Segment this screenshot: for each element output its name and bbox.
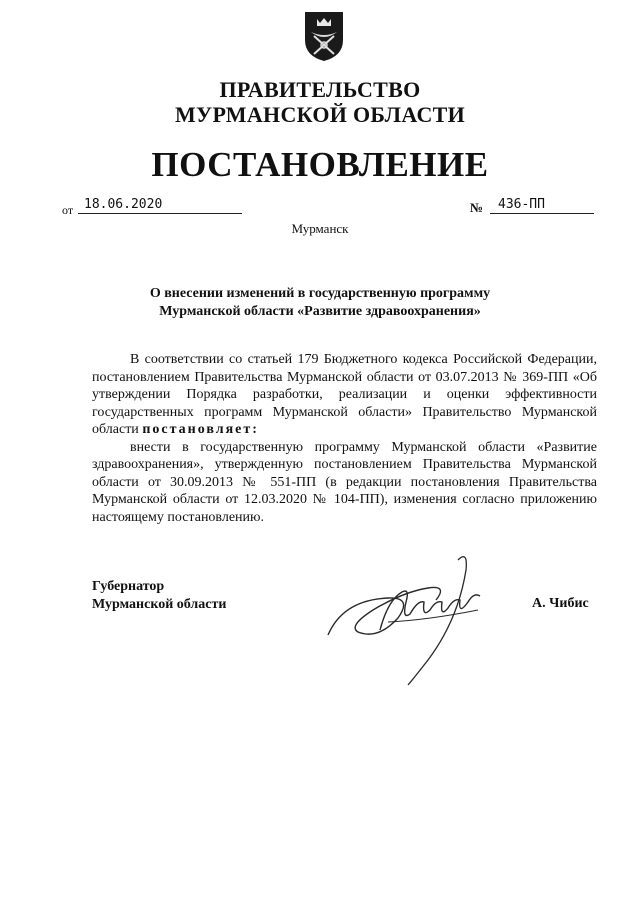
date-number-row <box>60 197 600 219</box>
signer-title <box>92 578 226 614</box>
government-title <box>0 77 640 127</box>
number-sign: № <box>470 200 484 215</box>
signer-title-line2: Мурманской области <box>92 597 227 612</box>
date-prefix: от <box>62 203 74 217</box>
document-body <box>92 351 597 526</box>
government-title-line1: ПРАВИТЕЛЬСТВО <box>219 77 421 102</box>
decree-word: постановляет: <box>142 422 259 437</box>
subject-line1: О внесении изменений в государственную программу <box>149 286 491 301</box>
government-title-line2: МУРМАНСКОЙ ОБЛАСТИ <box>174 102 466 127</box>
body-paragraph-2: внести в государственную программу Мурманской области «Развитие здравоохранения», утвержденную постановлением Правительства Мурманской области от 30.09.2013 № 551-ПП (в редакции постановления Правительства Мурманской области от 12.03.2020 № 104-ПП), изменения согласно приложению настоящему постановлению. <box>92 439 597 525</box>
signer-title-line1: Губернатор <box>92 579 165 594</box>
body-paragraph-1-text: В соответствии со статьей 179 Бюджетного кодекса Российской Федерации, постановлением Правительства Мурманской области от 03.07.2013 № 369-ПП «Об утверждении Порядка разработки, реализации и оценки эффективности государственных программ Мурманской области» Правительство Мурманской области <box>92 352 597 437</box>
document-subject <box>0 285 640 321</box>
city-name: Мурманск <box>291 221 349 236</box>
signer-name: А. Чибис <box>532 596 589 611</box>
document-number: 436-ПП <box>490 197 594 214</box>
document-type-title: ПОСТАНОВЛЕНИЕ <box>151 145 489 184</box>
subject-line2: Мурманской области «Развитие здравоохранения» <box>159 304 481 319</box>
body-paragraph-1 <box>92 351 597 439</box>
handwritten-signature-icon <box>318 540 508 690</box>
document-date: 18.06.2020 <box>78 197 242 214</box>
coat-of-arms-icon <box>303 10 345 62</box>
